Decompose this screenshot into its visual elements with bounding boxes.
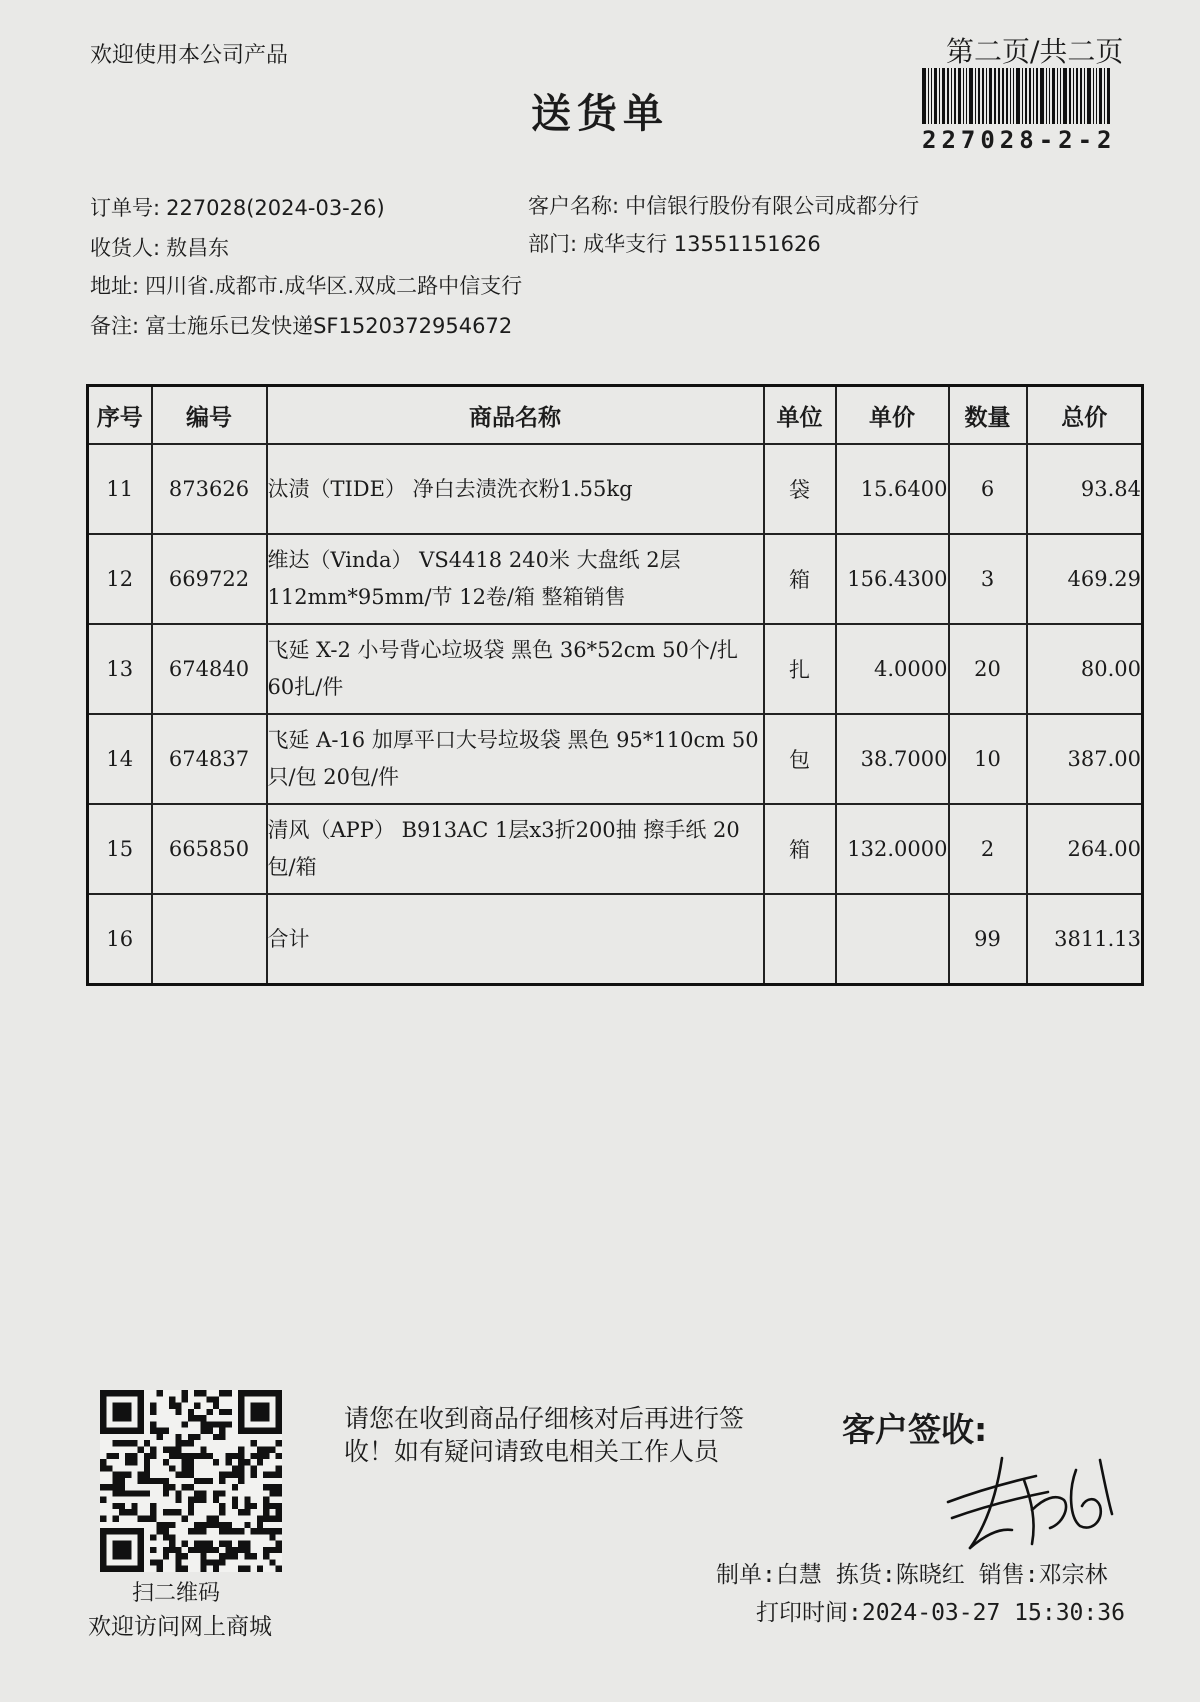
sales-text: 销售:邓宗林 — [978, 1562, 1108, 1588]
order-number-field — [90, 192, 385, 222]
cell-quantity: 3 — [949, 534, 1027, 624]
cell-unit: 箱 — [764, 804, 836, 894]
department-value: 成华支行 13551151626 — [583, 232, 821, 256]
print-time: 打印时间:2024-03-27 15:30:36 — [756, 1600, 1125, 1626]
page-number: 第二页/共二页 — [946, 35, 1124, 68]
cell-total: 264.00 — [1027, 804, 1143, 894]
table-row — [88, 444, 1143, 534]
cell-seq: 11 — [88, 444, 152, 534]
header-unit: 单位 — [764, 386, 836, 445]
cell-product-name: 清风（APP） B913AC 1层x3折200抽 擦手纸 20包/箱 — [267, 804, 764, 894]
table-row — [88, 534, 1143, 624]
picker-text: 拣货:陈晓红 — [835, 1562, 965, 1588]
address-label: 地址: — [90, 274, 140, 298]
cell-unit-price: 38.7000 — [836, 714, 949, 804]
table-header-row — [88, 386, 1143, 445]
cell-unit-price: 132.0000 — [836, 804, 949, 894]
cell-product-name: 飞延 A-16 加厚平口大号垃圾袋 黑色 95*110cm 50只/包 20包/件 — [267, 714, 764, 804]
cell-quantity: 2 — [949, 804, 1027, 894]
qr-caption: 扫二维码 — [132, 1581, 221, 1606]
cell-code: 669722 — [152, 534, 267, 624]
staff-line — [716, 1556, 1122, 1589]
table-total-row — [88, 894, 1143, 985]
address-field — [90, 270, 522, 300]
cell-total: 387.00 — [1027, 714, 1143, 804]
cell-unit-price: 15.6400 — [836, 444, 949, 534]
table-row — [88, 714, 1143, 804]
welcome-text: 欢迎使用本公司产品 — [90, 43, 289, 68]
cell-quantity: 6 — [949, 444, 1027, 534]
header-total: 总价 — [1027, 386, 1143, 445]
customer-value: 中信银行股份有限公司成都分行 — [625, 194, 920, 218]
cell-grand-total: 3811.13 — [1027, 894, 1143, 985]
handwritten-signature — [940, 1440, 1120, 1560]
cell-unit-price: 4.0000 — [836, 624, 949, 714]
cell-seq: 12 — [88, 534, 152, 624]
notice-text: 请您在收到商品仔细核对后再进行签收！如有疑问请致电相关工作人员 — [344, 1404, 745, 1466]
header-code: 编号 — [152, 386, 267, 445]
cell-code: 674837 — [152, 714, 267, 804]
cell-product-name: 维达（Vinda） VS4418 240米 大盘纸 2层 112mm*95mm/节 12卷/箱 整箱销售 — [267, 534, 764, 624]
cell-total: 93.84 — [1027, 444, 1143, 534]
cell-unit — [764, 894, 836, 985]
department-label: 部门: — [528, 232, 578, 256]
cell-unit: 袋 — [764, 444, 836, 534]
address-value: 四川省.成都市.成华区.双成二路中信支行 — [145, 274, 523, 298]
cell-code: 674840 — [152, 624, 267, 714]
remark-label: 备注: — [90, 314, 140, 338]
cell-total-quantity: 99 — [949, 894, 1027, 985]
cell-seq: 13 — [88, 624, 152, 714]
cell-quantity: 10 — [949, 714, 1027, 804]
table-row — [88, 804, 1143, 894]
order-number-value: 227028(2024-03-26) — [166, 196, 385, 220]
document-title: 送货单 — [531, 91, 669, 137]
header-quantity: 数量 — [949, 386, 1027, 445]
receiver-value: 敖昌东 — [166, 236, 230, 260]
cell-seq: 16 — [88, 894, 152, 985]
customer-field — [528, 190, 919, 220]
receiver-label: 收货人: — [90, 236, 161, 260]
customer-sign-label: 客户签收: — [842, 1410, 988, 1449]
cell-code — [152, 894, 267, 985]
header-seq: 序号 — [88, 386, 152, 445]
cell-product-name: 飞延 X-2 小号背心垃圾袋 黑色 36*52cm 50个/扎 60扎/件 — [267, 624, 764, 714]
barcode-text: 227028-2-2 — [922, 126, 1117, 154]
remark-field — [90, 310, 512, 340]
cell-unit: 箱 — [764, 534, 836, 624]
cell-seq: 14 — [88, 714, 152, 804]
receiver-field — [90, 232, 229, 262]
cell-total: 469.29 — [1027, 534, 1143, 624]
customer-label: 客户名称: — [528, 194, 620, 218]
header-unit-price: 单价 — [836, 386, 949, 445]
cell-seq: 15 — [88, 804, 152, 894]
cell-code: 665850 — [152, 804, 267, 894]
cell-product-name: 汰渍（TIDE） 净白去渍洗衣粉1.55kg — [267, 444, 764, 534]
cell-total: 80.00 — [1027, 624, 1143, 714]
cell-unit: 扎 — [764, 624, 836, 714]
table-row — [88, 624, 1143, 714]
cell-unit: 包 — [764, 714, 836, 804]
cell-total-label: 合计 — [267, 894, 764, 985]
cell-quantity: 20 — [949, 624, 1027, 714]
maker-text: 制单:白慧 — [716, 1562, 822, 1588]
items-table — [86, 384, 1144, 986]
order-number-label: 订单号: — [90, 196, 161, 220]
qr-code-image — [100, 1390, 282, 1572]
remark-value: 富士施乐已发快递SF1520372954672 — [145, 314, 513, 338]
department-field — [528, 228, 821, 258]
header-product-name: 商品名称 — [267, 386, 764, 445]
cell-code: 873626 — [152, 444, 267, 534]
cell-unit-price: 156.4300 — [836, 534, 949, 624]
cell-unit-price — [836, 894, 949, 985]
qr-mall-caption: 欢迎访问网上商城 — [88, 1614, 272, 1640]
